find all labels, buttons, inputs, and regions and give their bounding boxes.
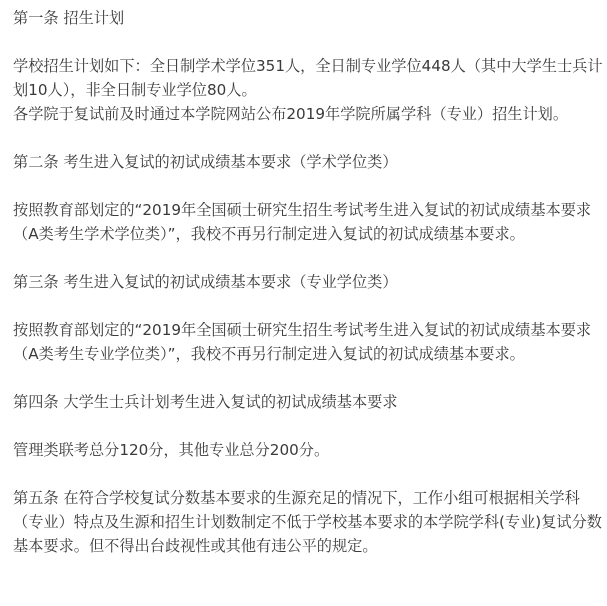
article-4-heading: 第四条 大学生士兵计划考生进入复试的初试成绩基本要求: [13, 393, 398, 411]
spacer: [13, 414, 599, 438]
article-2-line-2: （A类考生学术学位类）”，我校不再另行制定进入复试的初试成绩基本要求。: [13, 225, 525, 243]
article-5-line-2: （专业）特点及生源和招生计划数制定不低于学校基本要求的本学院学科(专业)复试分数: [13, 513, 602, 531]
article-3-heading: 第三条 考生进入复试的初试成绩基本要求（专业学位类）: [13, 273, 398, 291]
spacer: [13, 462, 599, 486]
spacer: [13, 246, 599, 270]
spacer: [13, 30, 599, 54]
article-2-heading: 第二条 考生进入复试的初试成绩基本要求（学术学位类）: [13, 153, 398, 171]
article-2-line-1: 按照教育部划定的“2019年全国硕士研究生招生考试考生进入复试的初试成绩基本要求: [13, 201, 592, 219]
spacer: [13, 126, 599, 150]
spacer: [13, 174, 599, 198]
article-3-line-2: （A类考生专业学位类）”，我校不再另行制定进入复试的初试成绩基本要求。: [13, 345, 525, 363]
article-3-line-1: 按照教育部划定的“2019年全国硕士研究生招生考试考生进入复试的初试成绩基本要求: [13, 321, 592, 339]
article-1-heading: 第一条 招生计划: [13, 9, 125, 27]
spacer: [13, 294, 599, 318]
spacer: [13, 366, 599, 390]
article-5-line-1: 第五条 在符合学校复试分数基本要求的生源充足的情况下，工作小组可根据相关学科: [13, 489, 580, 507]
article-1-line-2: 划10人），非全日制专业学位80人。: [13, 81, 257, 99]
article-1-line-1: 学校招生计划如下：全日制学术学位351人，全日制专业学位448人（其中大学生士兵计: [13, 57, 603, 75]
article-4-line-1: 管理类联考总分120分，其他专业总分200分。: [13, 441, 330, 459]
article-1-line-3: 各学院于复试前及时通过本学院网站公布2019年学院所属学科（专业）招生计划。: [13, 105, 569, 123]
article-5-line-3: 基本要求。但不得出台歧视性或其他有违公平的规定。: [13, 537, 378, 555]
